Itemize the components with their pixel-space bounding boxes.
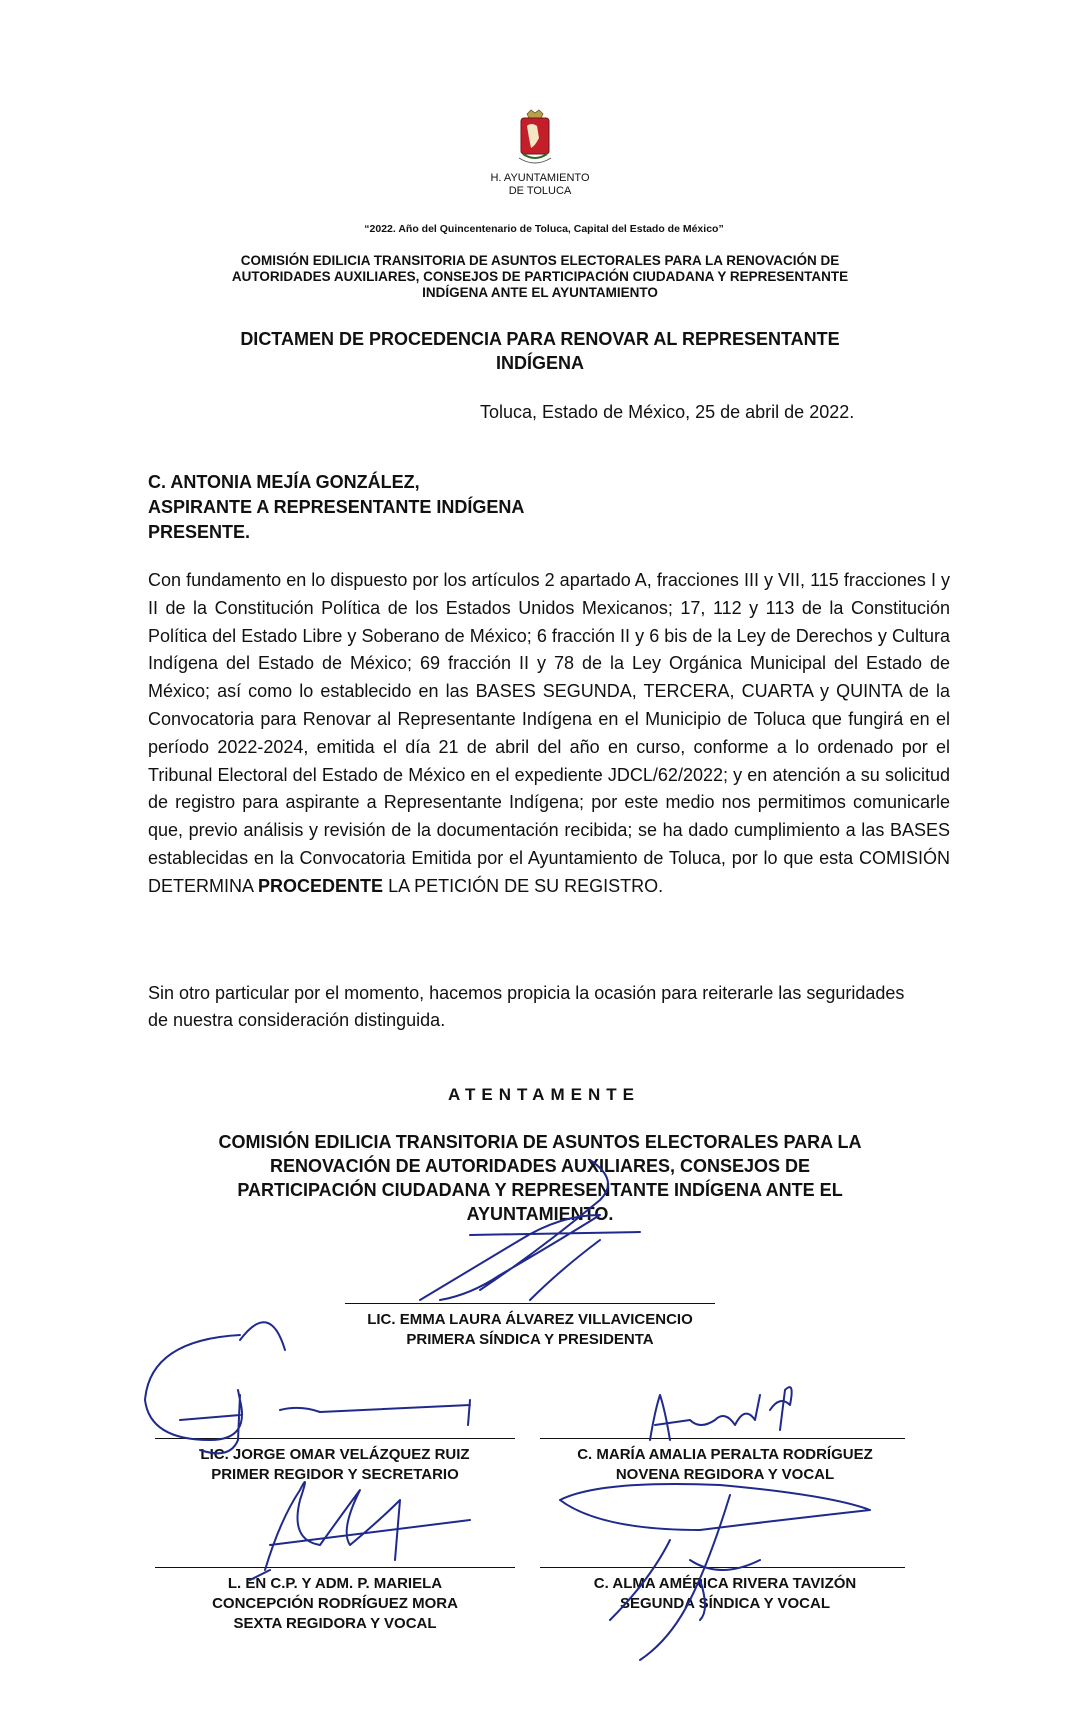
signature-line-sexta-regidora	[155, 1567, 515, 1568]
commission-header-line1: COMISIÓN EDILICIA TRANSITORIA DE ASUNTOS ELECTORALES PARA LA RENOVACIÓN DE	[240, 253, 840, 268]
signatory-role: SEGUNDA SÍNDICA Y VOCAL	[619, 1595, 831, 1612]
signatory-name: LIC. JORGE OMAR VELÁZQUEZ RUIZ	[200, 1446, 470, 1463]
signature-line-primer-regidor	[155, 1438, 515, 1439]
signature-commission-line1: COMISIÓN EDILICIA TRANSITORIA DE ASUNTOS ELECTORALES PARA LA	[218, 1132, 862, 1152]
org-name-line1: H. AYUNTAMIENTO	[490, 172, 590, 184]
signature-segunda-sindica	[560, 1484, 870, 1660]
body-main-text: Con fundamento en lo dispuesto por los artículos 2 apartado A, fracciones III y VII, 115 fracciones I y II de la Constitución Política de los Estados Unidos Mexicanos; 17, 112 y 113 de la Constitución Política del Estado Libre y Soberano de México; 6 fracción II y 6 bis de la Ley de Derechos y Cultura Indígena del Estado de México; 69 fracción II y 78 de la Ley Orgánica Municipal del Estado de México; así como lo establecido en las BASES SEGUNDA, TERCERA, CUARTA y QUINTA de la Convocatoria para Renovar al Representante Indígena en el Municipio de Toluca que fungirá en el período 2022-2024, emitida el día 21 de abril del año en curso, conforme a lo ordenado por el Tribunal Electoral del Estado de México en el expediente JDCL/62/2022; y en atención a su solicitud de registro para aspirante a Representante Indígena; por este medio nos permitimos comunicarle que, previo análisis y revisión de la documentación recibida; se ha dado cumplimiento a las BASES establecidas en la Convocatoria Emitida por el Ayuntamiento de Toluca, por lo que esta COMISIÓN DETERMINA	[148, 570, 950, 896]
commission-header	[160, 253, 920, 301]
signature-novena-regidora	[650, 1387, 792, 1440]
signature-line-segunda-sindica	[540, 1567, 905, 1568]
commission-header-line2: AUTORIDADES AUXILIARES, CONSEJOS DE PARTICIPACIÓN CIUDADANA Y REPRESENTANTE	[231, 269, 849, 284]
signature-line-novena-regidora	[540, 1438, 905, 1439]
signature-line-presidenta	[345, 1303, 715, 1304]
body-tail-text: LA PETICIÓN DE SU REGISTRO.	[388, 875, 664, 896]
signature-commission-line2: RENOVACIÓN DE AUTORIDADES AUXILIARES, CONSEJOS DE	[269, 1156, 811, 1176]
signature-commission	[140, 1130, 940, 1226]
signature-sexta-regidora	[250, 1482, 470, 1580]
signature-commission-line4: AYUNTAMIENTO.	[466, 1204, 614, 1224]
addressee-name: C. ANTONIA MEJÍA GONZÁLEZ,	[148, 472, 420, 492]
signatory-role: PRIMER REGIDOR Y SECRETARIO	[211, 1466, 459, 1483]
addressee-presente: PRESENTE.	[148, 522, 251, 542]
toluca-coat-of-arms-icon	[515, 108, 555, 170]
document-title-line2: INDÍGENA	[495, 353, 584, 373]
document-title	[180, 327, 900, 375]
signatory-name: L. EN C.P. Y ADM. P. MARIELA	[227, 1575, 443, 1592]
org-name-line2: DE TOLUCA	[508, 185, 572, 197]
signature-commission-line3: PARTICIPACIÓN CIUDADANA Y REPRESENTANTE INDÍGENA ANTE EL	[237, 1180, 843, 1200]
document-date: Toluca, Estado de México, 25 de abril de 2022.	[480, 402, 855, 422]
signatory-name: C. ALMA AMÉRICA RIVERA TAVIZÓN	[593, 1575, 857, 1592]
addressee-role: ASPIRANTE A REPRESENTANTE INDÍGENA	[148, 497, 525, 517]
year-quote: “2022. Año del Quincentenario de Toluca, Capital del Estado de México”	[364, 223, 724, 235]
body-paragraph	[148, 567, 950, 901]
signatory-role: PRIMERA SÍNDICA Y PRESIDENTA	[406, 1331, 654, 1348]
signatory-sexta-regidora	[135, 1574, 535, 1634]
signatory-role: SEXTA REGIDORA Y VOCAL	[233, 1615, 437, 1632]
closing-paragraph: Sin otro particular por el momento, hacemos propicia la ocasión para reiterarle las seguridades de nuestra consideración distinguida.	[148, 983, 905, 1030]
signatory-presidenta	[330, 1310, 730, 1350]
signatory-segunda-sindica	[525, 1574, 925, 1614]
signatory-novena-regidora	[525, 1445, 925, 1485]
addressee-block	[148, 470, 524, 545]
atentamente-heading: ATENTAMENTE	[448, 1085, 640, 1104]
body-bold-word: PROCEDENTE	[258, 875, 384, 896]
document-title-line1: DICTAMEN DE PROCEDENCIA PARA RENOVAR AL REPRESENTANTE	[240, 329, 840, 349]
signatory-name-cont: CONCEPCIÓN RODRÍGUEZ MORA	[212, 1595, 458, 1612]
signatory-primer-regidor	[135, 1445, 535, 1485]
signatory-name: LIC. EMMA LAURA ÁLVAREZ VILLAVICENCIO	[367, 1311, 693, 1328]
commission-header-line3: INDÍGENA ANTE EL AYUNTAMIENTO	[422, 285, 658, 300]
signatory-role: NOVENA REGIDORA Y VOCAL	[615, 1466, 835, 1483]
signatory-name: C. MARÍA AMALIA PERALTA RODRÍGUEZ	[577, 1446, 873, 1463]
